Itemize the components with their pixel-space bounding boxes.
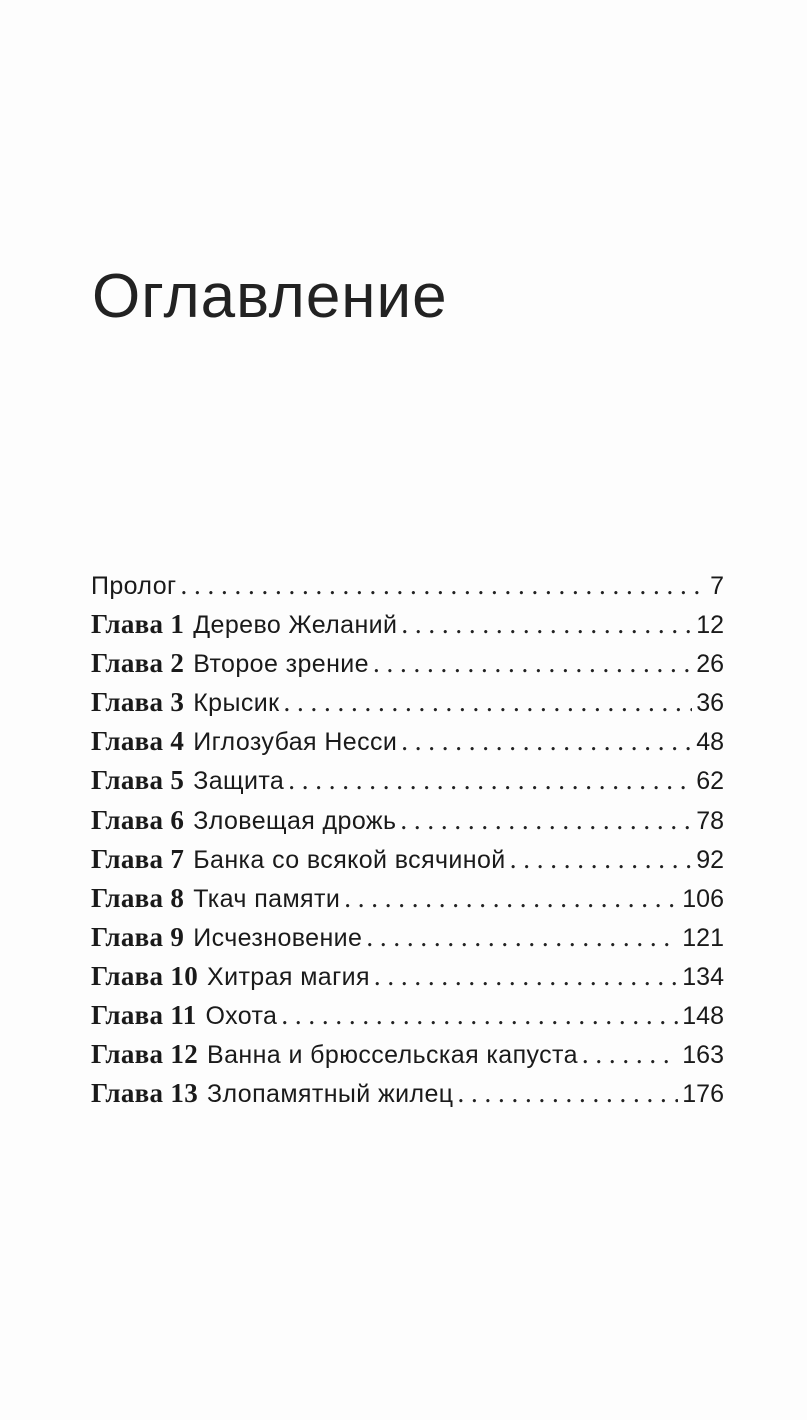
table-of-contents [91, 566, 724, 1113]
toc-entry[interactable] [91, 722, 724, 761]
dot-leader [510, 840, 693, 879]
chapter-title: Охота [205, 1002, 278, 1031]
dot-leader [373, 644, 692, 683]
page-number: 106 [682, 884, 724, 913]
toc-entry[interactable] [91, 840, 724, 879]
dot-leader [366, 918, 678, 957]
page-number: 163 [682, 1041, 724, 1070]
chapter-label: Глава 10 [91, 960, 199, 991]
page-number: 121 [682, 923, 724, 952]
toc-entry[interactable] [91, 761, 724, 800]
toc-entry[interactable] [91, 644, 724, 683]
chapter-label: Глава 12 [91, 1039, 199, 1070]
page-number: 148 [682, 1002, 724, 1031]
chapter-title: Иглозубая Несси [193, 728, 398, 757]
dot-leader [401, 605, 692, 644]
chapter-title: Ванна и брюссельская капуста [207, 1041, 578, 1070]
dot-leader [344, 879, 678, 918]
dot-leader [582, 1035, 678, 1074]
chapter-label: Глава 11 [91, 1000, 197, 1031]
page-number: 12 [696, 611, 724, 640]
page-number: 62 [696, 767, 724, 796]
toc-entry[interactable] [91, 1074, 724, 1113]
chapter-title: Злопамятный жилец [207, 1080, 454, 1109]
page-number: 7 [710, 572, 724, 600]
page-number: 48 [696, 728, 724, 757]
chapter-title: Защита [193, 767, 285, 796]
dot-leader [288, 761, 692, 800]
chapter-label: Глава 13 [91, 1078, 199, 1109]
chapter-label: Глава 9 [91, 921, 185, 952]
chapter-title: Крысик [193, 689, 280, 718]
chapter-title: Дерево Желаний [193, 611, 398, 640]
toc-entry[interactable] [91, 918, 724, 957]
chapter-label: Глава 1 [91, 609, 185, 640]
page-number: 36 [696, 689, 724, 718]
toc-entry[interactable] [91, 1035, 724, 1074]
chapter-label: Глава 6 [91, 804, 185, 835]
toc-entry[interactable] [91, 801, 724, 840]
chapter-title: Пролог [91, 572, 177, 600]
page-number: 26 [696, 650, 724, 679]
dot-leader [283, 683, 692, 722]
page-number: 92 [696, 845, 724, 874]
chapter-title: Хитрая магия [207, 962, 370, 991]
chapter-title: Ткач памяти [193, 884, 341, 913]
toc-entry[interactable] [91, 957, 724, 996]
page-number: 78 [696, 806, 724, 835]
dot-leader [401, 722, 692, 761]
dot-leader [281, 996, 678, 1035]
toc-entry[interactable] [91, 605, 724, 644]
chapter-title: Зловещая дрожь [193, 806, 397, 835]
chapter-label: Глава 2 [91, 648, 185, 679]
page-number: 176 [682, 1080, 724, 1109]
dot-leader [181, 566, 707, 605]
toc-entry[interactable] [91, 879, 724, 918]
chapter-label: Глава 5 [91, 765, 185, 796]
dot-leader [374, 957, 678, 996]
toc-entry-prologue[interactable] [91, 566, 724, 605]
dot-leader [458, 1074, 679, 1113]
chapter-title: Банка со всякой всячиной [193, 845, 506, 874]
chapter-title: Второе зрение [193, 650, 369, 679]
toc-entry[interactable] [91, 996, 724, 1035]
page-number: 134 [682, 962, 724, 991]
dot-leader [400, 801, 692, 840]
chapter-label: Глава 7 [91, 843, 185, 874]
chapter-title: Исчезновение [193, 923, 363, 952]
page-title: Оглавление [92, 262, 448, 331]
chapter-label: Глава 8 [91, 882, 185, 913]
toc-entry[interactable] [91, 683, 724, 722]
chapter-label: Глава 4 [91, 726, 185, 757]
chapter-label: Глава 3 [91, 687, 185, 718]
